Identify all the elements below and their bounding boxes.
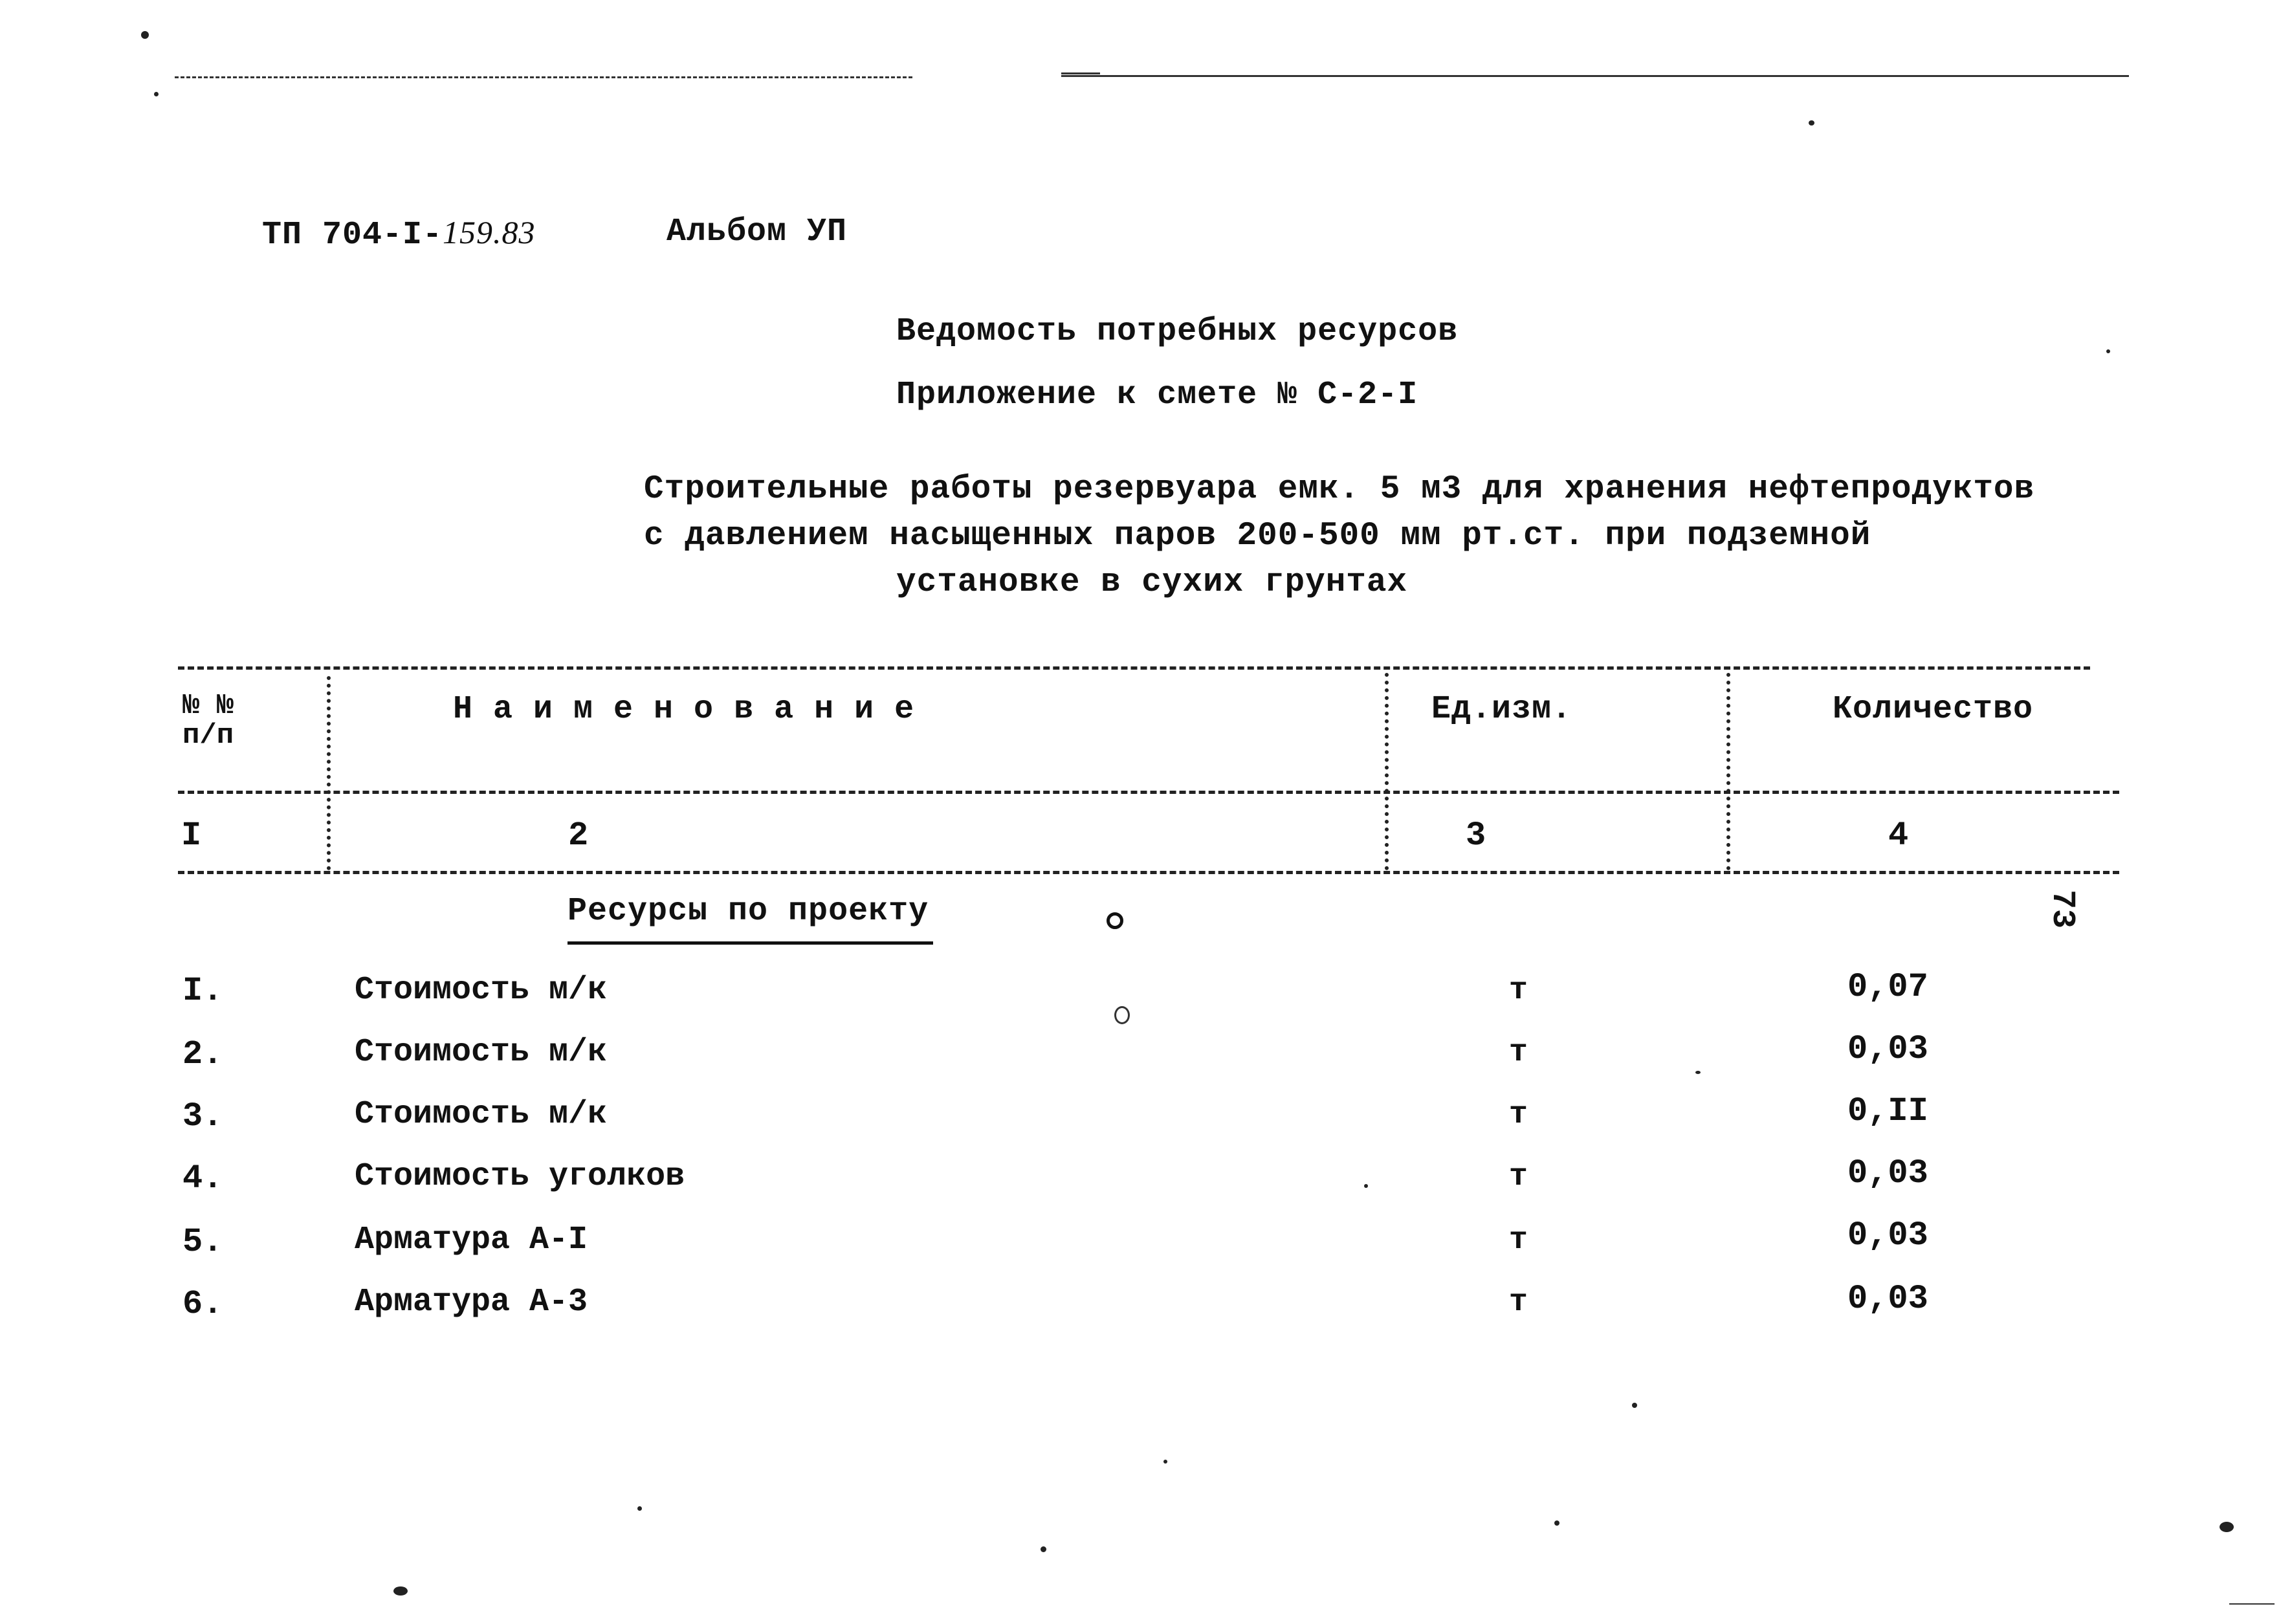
- col-divider-2: [1385, 673, 1389, 870]
- table-header-rule: [178, 791, 2119, 794]
- description-line-1: Строительные работы резервуара емк. 5 м3 для хранения нефтепродуктов: [644, 471, 2035, 508]
- col-divider-3: [1726, 673, 1730, 870]
- doc-code: ТП 704-I-159.83: [262, 214, 536, 254]
- scan-speck: [1809, 120, 1814, 126]
- doc-code-handwritten: 159.83: [443, 214, 536, 250]
- header-name: Н а и м е н о в а н и е: [453, 691, 915, 728]
- colnum-4: 4: [1888, 817, 1909, 855]
- header-unit: Ед.изм.: [1431, 691, 1572, 728]
- scan-speck: [141, 31, 149, 39]
- row-qty: 0,07: [1847, 968, 1928, 1006]
- album-label: Альбом УП: [667, 214, 848, 250]
- row-num: 4.: [182, 1159, 223, 1198]
- row-name: Стоимость м/к: [355, 1096, 608, 1133]
- page-subtitle: Приложение к смете № С-2-I: [896, 377, 1418, 413]
- header-qty: Количество: [1833, 691, 2034, 728]
- row-num: 3.: [182, 1097, 223, 1136]
- top-rule-mid: [1061, 72, 1100, 74]
- row-unit: т: [1509, 1159, 1528, 1194]
- top-rule-right: [1061, 75, 2129, 77]
- row-name: Арматура А-3: [355, 1284, 588, 1321]
- header-num-sub: п/п: [182, 719, 234, 752]
- col-divider-1: [327, 676, 331, 870]
- row-unit: т: [1509, 1097, 1528, 1132]
- row-qty: 0,03: [1847, 1216, 1928, 1255]
- row-name: Стоимость м/к: [355, 1034, 608, 1071]
- description-line-2: с давлением насыщенных паров 200-500 мм рт.ст. при подземной: [644, 518, 1871, 554]
- scan-speck: [1364, 1184, 1368, 1188]
- page-title: Ведомость потребных ресурсов: [896, 313, 1459, 350]
- colnum-2: 2: [568, 817, 589, 855]
- row-name: Арматура А-I: [355, 1222, 588, 1258]
- row-name: Стоимость уголков: [355, 1158, 685, 1195]
- colnum-3: 3: [1466, 817, 1486, 855]
- row-num: I.: [182, 972, 223, 1010]
- scan-speck: [1632, 1403, 1637, 1408]
- row-qty: 0,03: [1847, 1030, 1928, 1068]
- table-top-rule: [178, 666, 2090, 670]
- header-num-label: № №: [182, 690, 234, 722]
- row-num: 5.: [182, 1223, 223, 1261]
- scan-speck: [393, 1586, 408, 1596]
- scan-speck: [2220, 1522, 2234, 1532]
- scan-speck: [2106, 349, 2110, 353]
- table-colnum-rule: [178, 871, 2119, 874]
- row-qty: 0,II: [1847, 1092, 1928, 1130]
- scan-speck: [637, 1506, 642, 1511]
- row-unit: т: [1509, 1223, 1528, 1258]
- row-unit: т: [1509, 973, 1528, 1008]
- row-qty: 0,03: [1847, 1280, 1928, 1318]
- description-line-3: установке в сухих грунтах: [896, 564, 1408, 601]
- row-unit: т: [1509, 1035, 1528, 1070]
- scan-speck: [1695, 1071, 1701, 1074]
- row-unit: т: [1509, 1285, 1528, 1320]
- scan-speck: [154, 92, 159, 96]
- scan-speck: [1041, 1546, 1046, 1552]
- top-rule-left: [175, 76, 912, 78]
- header-num: [182, 691, 234, 751]
- colnum-1: I: [181, 817, 202, 855]
- row-num: 2.: [182, 1035, 223, 1073]
- section-title: Ресурсы по проекту: [567, 893, 929, 930]
- row-qty: 0,03: [1847, 1154, 1928, 1192]
- row-name: Стоимость м/к: [355, 972, 608, 1009]
- bottom-right-mark: [2229, 1603, 2275, 1605]
- scan-speck: [1554, 1520, 1559, 1526]
- scan-speck: [1114, 1006, 1130, 1024]
- page-number: 73: [2044, 890, 2080, 929]
- scan-speck: [1107, 912, 1123, 929]
- row-num: 6.: [182, 1285, 223, 1323]
- section-title-underline: [567, 941, 933, 945]
- scan-speck: [1163, 1460, 1167, 1464]
